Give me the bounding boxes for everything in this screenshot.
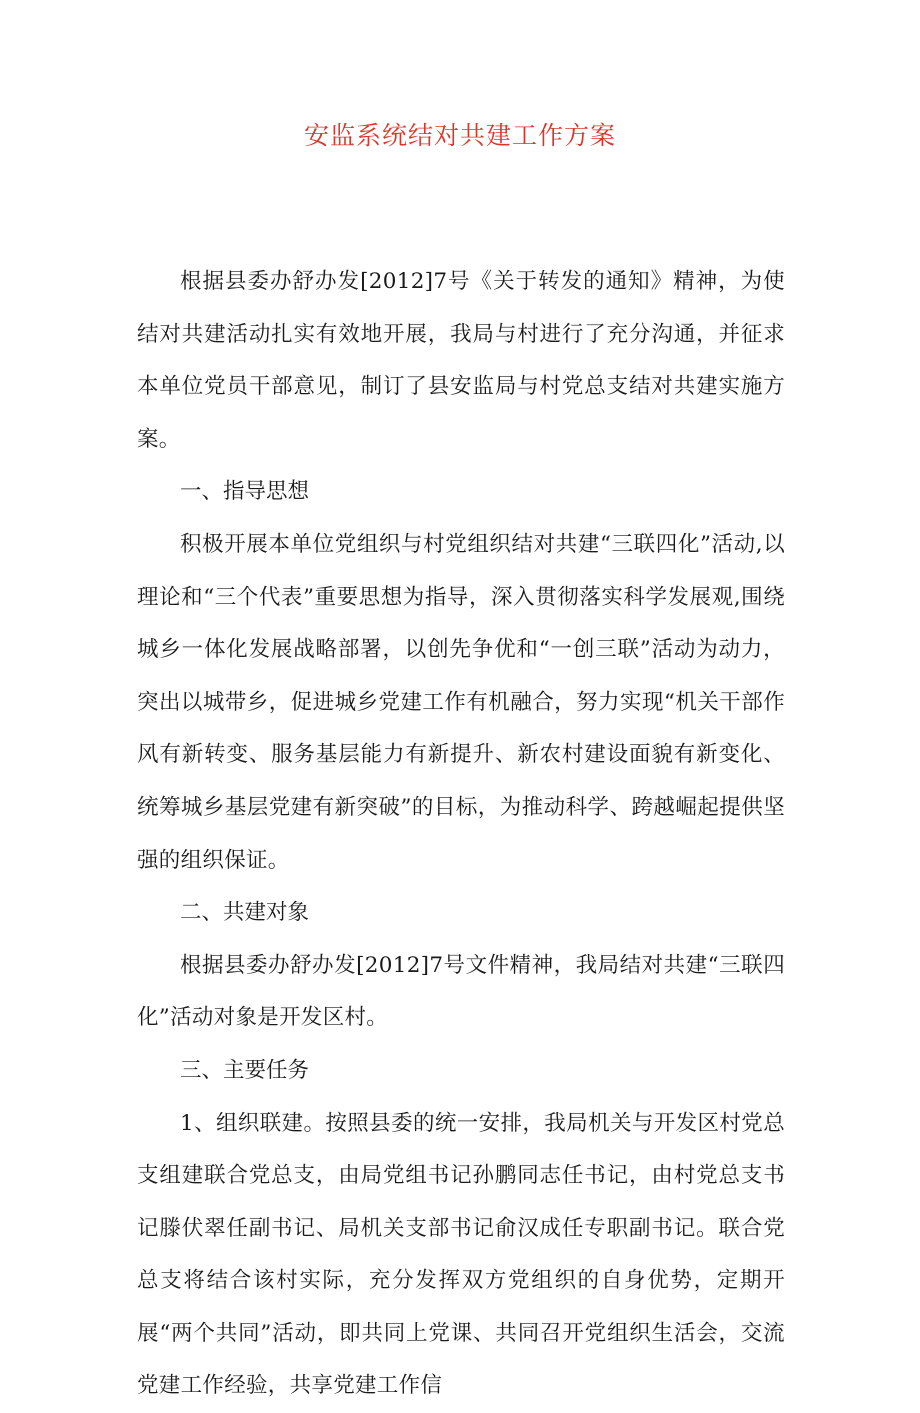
section-heading-main-tasks: 三、主要任务: [137, 1045, 785, 1098]
intro-paragraph: 根据县委办舒办发[2012]7号《关于转发的通知》精神，为使结对共建活动扎实有效地开展，我局与村进行了充分沟通，并征求本单位党员干部意见，制订了县安监局与村党总支结对共建实施方案。: [137, 256, 785, 466]
document-body: [137, 256, 785, 1413]
document-title: 安监系统结对共建工作方案: [0, 116, 920, 156]
task-organization-paragraph: 1、组织联建。按照县委的统一安排，我局机关与开发区村党总支组建联合党总支，由局党组书记孙鹏同志任书记，由村党总支书记滕伏翠任副书记、局机关支部书记俞汉成任专职副书记。联合党总支将结合该村实际，充分发挥双方党组织的自身优势，定期开展“两个共同”活动，即共同上党课、共同召开党组织生活会，交流党建工作经验，共享党建工作信: [137, 1098, 785, 1413]
guiding-ideology-paragraph: 积极开展本单位党组织与村党组织结对共建“三联四化”活动,以理论和“三个代表”重要思想为指导，深入贯彻落实科学发展观,围绕城乡一体化发展战略部署，以创先争优和“一创三联”活动为动力，突出以城带乡，促进城乡党建工作有机融合，努力实现“机关干部作风有新转变、服务基层能力有新提升、新农村建设面貌有新变化、统筹城乡基层党建有新突破”的目标，为推动科学、跨越崛起提供坚强的组织保证。: [137, 519, 785, 887]
section-heading-partner: 二、共建对象: [137, 887, 785, 940]
partner-paragraph: 根据县委办舒办发[2012]7号文件精神，我局结对共建“三联四化”活动对象是开发区村。: [137, 940, 785, 1045]
section-heading-guiding-ideology: 一、指导思想: [137, 466, 785, 519]
